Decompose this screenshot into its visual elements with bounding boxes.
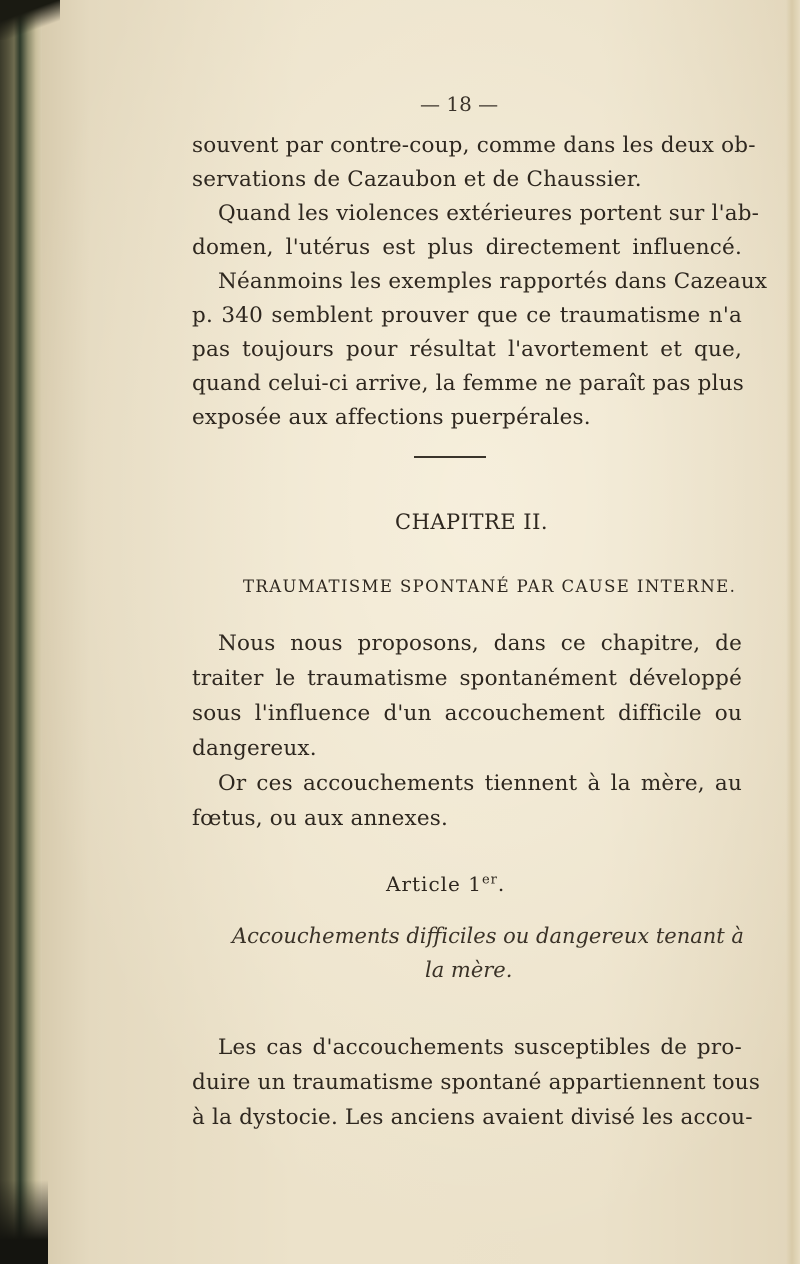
article-label-suffix: er: [481, 872, 498, 888]
article-label: [386, 872, 505, 896]
page-number: — 18 —: [420, 92, 499, 116]
book-binding: [0, 0, 42, 1264]
chapter-title: CHAPITRE II.: [395, 510, 549, 534]
text-line: traiter le traumatisme spontanément développé: [192, 666, 742, 691]
text-line: Quand les violences extérieures portent sur l'ab-: [218, 201, 760, 226]
text-line: duire un traumatisme spontané appartiennent tous: [192, 1070, 761, 1095]
text-line: dangereux.: [192, 736, 317, 761]
text-line: Néanmoins les exemples rapportés dans Cazeaux: [218, 269, 768, 294]
text-line: à la dystocie. Les anciens avaient divisé les accou-: [192, 1105, 753, 1130]
page-edge: [786, 0, 800, 1264]
text-line: souvent par contre-coup, comme dans les deux ob-: [192, 133, 756, 158]
article-heading-line-2: la mère.: [425, 958, 513, 982]
text-line: pas toujours pour résultat l'avortement et que,: [192, 337, 742, 362]
text-line: servations de Cazaubon et de Chaussier.: [192, 167, 642, 192]
text-line: p. 340 semblent prouver que ce traumatisme n'a: [192, 303, 742, 328]
section-divider: [414, 456, 486, 458]
text-line: quand celui-ci arrive, la femme ne paraît pas plus: [192, 371, 744, 396]
text-line: sous l'influence d'un accouchement difficile ou: [192, 701, 742, 726]
article-heading-line-1: Accouchements difficiles ou dangereux tenant à: [232, 924, 744, 948]
text-line: exposée aux affections puerpérales.: [192, 405, 591, 430]
text-line: Les cas d'accouchements susceptibles de pro-: [218, 1035, 742, 1060]
article-label-period: .: [497, 872, 506, 896]
binding-shadow: [0, 1180, 48, 1264]
page-corner-shadow: [0, 0, 60, 40]
text-line: Or ces accouchements tiennent à la mère, au: [218, 771, 742, 796]
text-line: domen, l'utérus est plus directement influencé.: [192, 235, 742, 260]
article-label-text: Article 1: [386, 872, 482, 896]
text-line: fœtus, ou aux annexes.: [192, 806, 449, 831]
text-line: Nous nous proposons, dans ce chapitre, de: [218, 631, 742, 656]
chapter-subtitle: TRAUMATISME SPONTANÉ PAR CAUSE INTERNE.: [243, 577, 737, 596]
